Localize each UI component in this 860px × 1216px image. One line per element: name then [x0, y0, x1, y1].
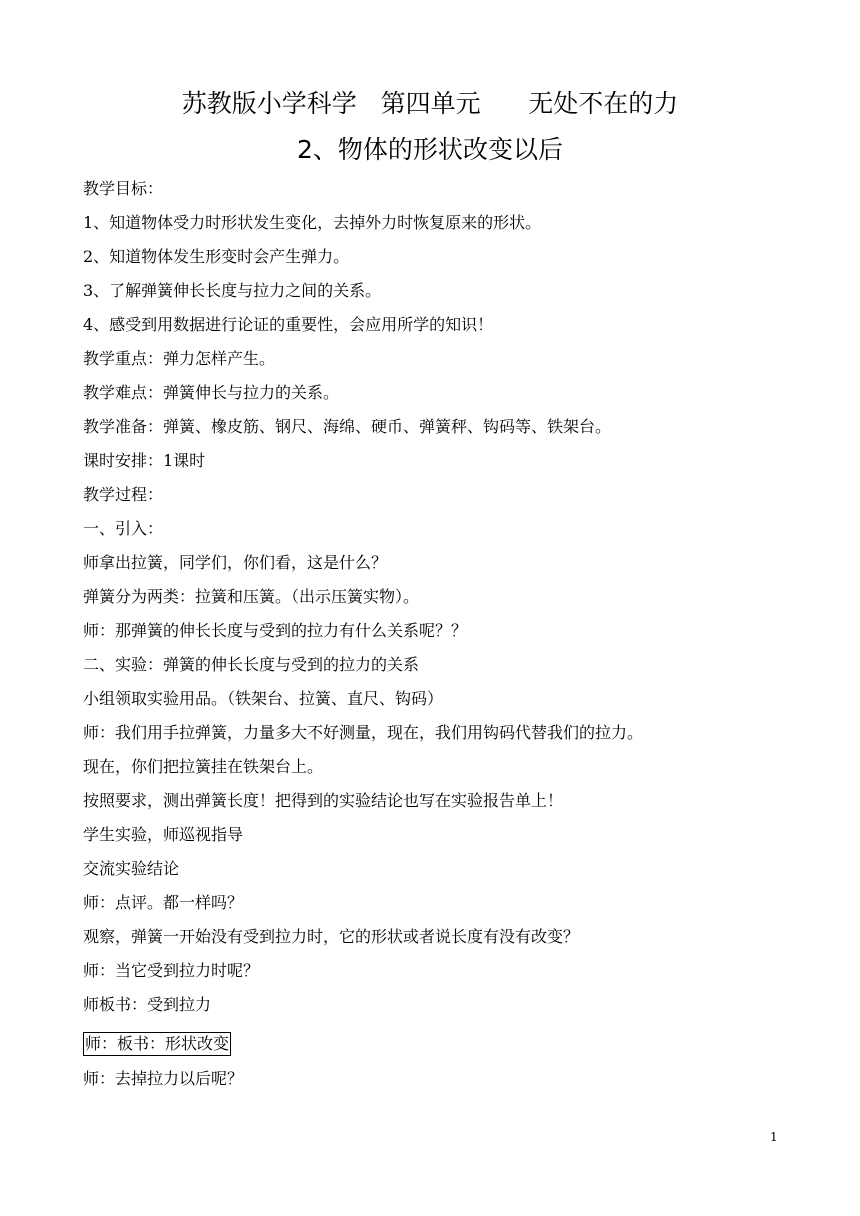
document-body	[83, 178, 783, 1090]
subsection-heading: 一、引入：	[83, 519, 164, 538]
lesson-title: 2、物体的形状改变以后	[297, 135, 563, 164]
objective-item: 4、感受到用数据进行论证的重要性，会应用所学的知识！	[83, 315, 494, 334]
body-paragraph: 师：去掉拉力以后呢？	[83, 1069, 244, 1088]
preparation-line: 教学准备：弹簧、橡皮筋、钢尺、海绵、硬币、弹簧秤、钩码等、铁架台。	[83, 417, 612, 436]
subsection-heading: 二、实验：弹簧的伸长长度与受到的拉力的关系	[83, 655, 420, 674]
body-paragraph: 师：我们用手拉弹簧，力量多大不好测量，现在，我们用钩码代替我们的拉力。	[83, 723, 644, 742]
body-paragraph: 师：那弹簧的伸长长度与受到的拉力有什么关系呢？？	[83, 621, 468, 640]
body-paragraph: 观察，弹簧一开始没有受到拉力时，它的形状或者说长度有没有改变？	[83, 927, 580, 946]
section-heading-process: 教学过程：	[83, 485, 164, 504]
body-paragraph: 师板书：受到拉力	[83, 995, 212, 1014]
body-paragraph: 弹簧分为两类：拉簧和压簧。（出示压簧实物）。	[83, 587, 420, 606]
schedule-line: 课时安排：1课时	[83, 451, 206, 470]
difficulty-line: 教学难点：弹簧伸长与拉力的关系。	[83, 383, 340, 402]
key-point-line: 教学重点：弹力怎样产生。	[83, 349, 276, 368]
body-paragraph: 按照要求，测出弹簧长度！把得到的实验结论也写在实验报告单上！	[83, 791, 564, 810]
objective-item: 2、知道物体发生形变时会产生弹力。	[83, 247, 350, 266]
body-paragraph: 师：当它受到拉力时呢？	[83, 961, 260, 980]
body-paragraph: 师：点评。都一样吗？	[83, 893, 244, 912]
boxed-board-note: 师：板书：形状改变	[83, 1032, 231, 1056]
body-paragraph: 学生实验，师巡视指导	[83, 825, 244, 844]
section-heading-objectives: 教学目标：	[83, 179, 164, 198]
body-paragraph: 现在，你们把拉簧挂在铁架台上。	[83, 757, 324, 776]
objective-item: 3、了解弹簧伸长长度与拉力之间的关系。	[83, 281, 382, 300]
body-paragraph: 师拿出拉簧，同学们，你们看，这是什么？	[83, 553, 388, 572]
body-paragraph: 交流实验结论	[83, 859, 180, 878]
objective-item: 1、知道物体受力时形状发生变化，去掉外力时恢复原来的形状。	[83, 213, 542, 232]
document-title: 苏教版小学科学 第四单元 无处不在的力	[181, 89, 679, 118]
page-number: 1	[770, 1130, 778, 1144]
body-paragraph: 小组领取实验用品。（铁架台、拉簧、直尺、钩码）	[83, 689, 444, 708]
boxed-line-container	[83, 1032, 783, 1054]
